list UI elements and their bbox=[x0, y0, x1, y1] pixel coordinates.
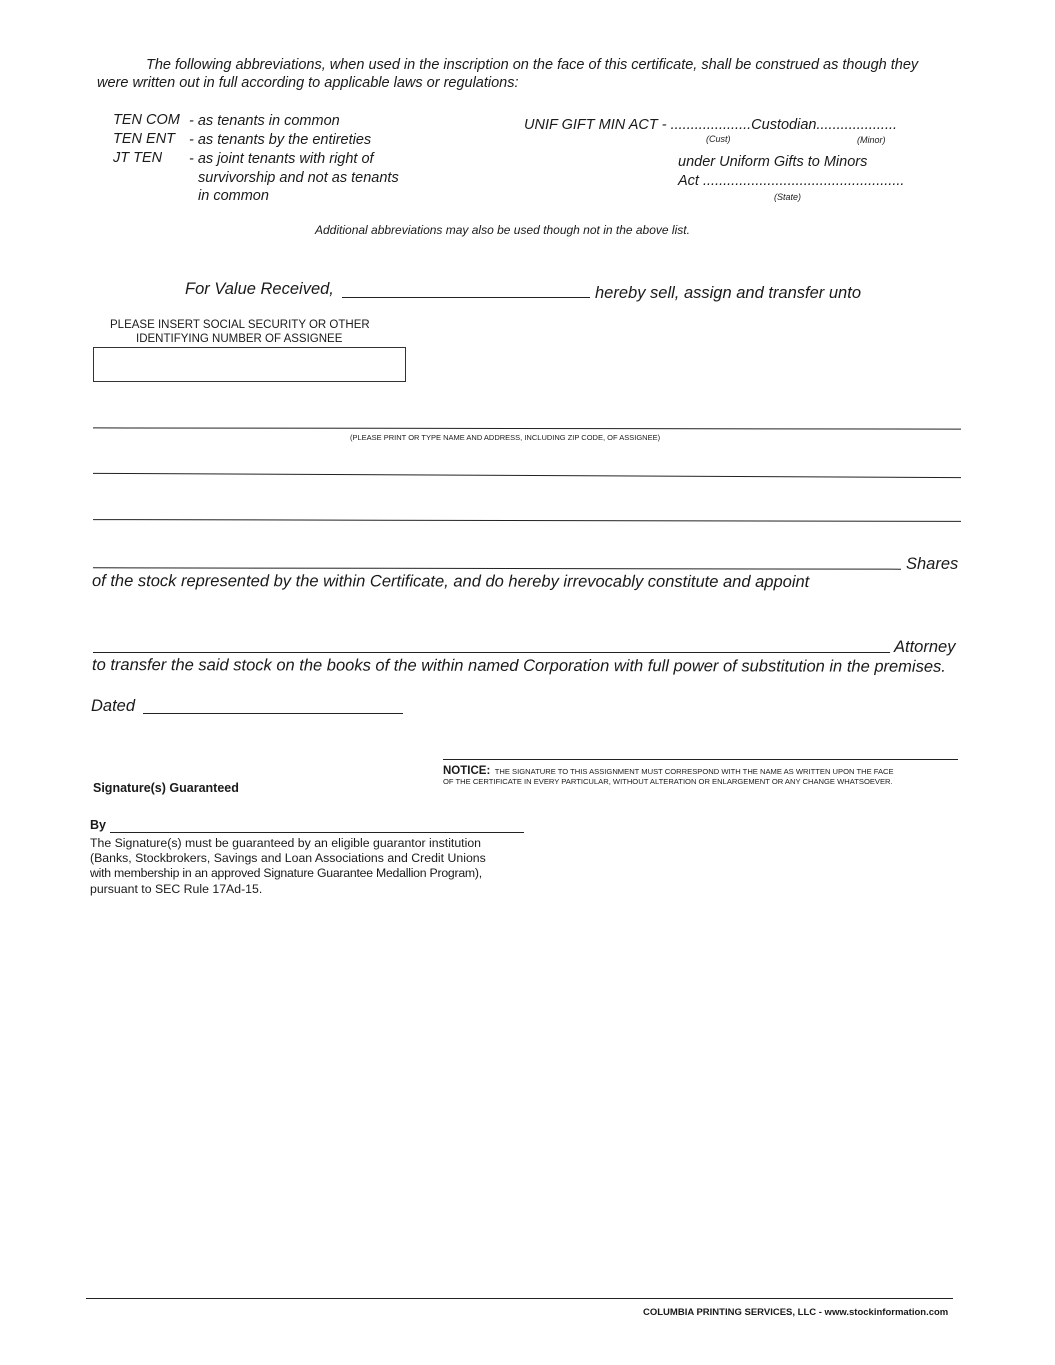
signature-guaranteed-heading: Signature(s) Guaranteed bbox=[93, 781, 239, 795]
footer-rule bbox=[86, 1298, 953, 1299]
guarantor-signature-line[interactable] bbox=[110, 832, 524, 833]
abbr-code-jt-ten: JT TEN bbox=[113, 150, 163, 166]
attorney-label: Attorney bbox=[894, 638, 956, 656]
abbr-code-ten-ent: TEN ENT bbox=[113, 131, 176, 147]
abbr-desc-jt-ten-3: in common bbox=[198, 188, 269, 204]
unif-line-3: Act .................................................. bbox=[678, 173, 905, 189]
notice-label: NOTICE: bbox=[443, 765, 491, 777]
guarantee-text-line-4: pursuant to SEC Rule 17Ad-15. bbox=[90, 882, 263, 896]
dated-label: Dated bbox=[91, 697, 136, 715]
shares-statement: of the stock represented by the within Certificate, and do hereby irrevocably constitute and appoint bbox=[91, 572, 810, 592]
abbr-desc-ten-com: - as tenants in common bbox=[189, 113, 340, 129]
unif-minor-caption: (Minor) bbox=[857, 135, 886, 145]
for-value-received-label: For Value Received, bbox=[185, 280, 334, 298]
unif-line-1: UNIF GIFT MIN ACT - ....................Custodian.................... bbox=[524, 117, 898, 133]
dated-line[interactable] bbox=[143, 713, 403, 714]
guarantee-text-line-3: with membership in an approved Signature Guarantee Medallion Program), bbox=[90, 866, 482, 880]
attorney-statement: to transfer the said stock on the books of the within named Corporation with full power of substitution in the premises. bbox=[91, 656, 946, 676]
footer-publisher: COLUMBIA PRINTING SERVICES, LLC - www.stockinformation.com bbox=[643, 1307, 949, 1318]
abbr-desc-jt-ten-2: survivorship and not as tenants bbox=[198, 170, 399, 186]
additional-abbreviations-note: Additional abbreviations may also be used though not in the above list. bbox=[315, 223, 690, 237]
intro-line-2: were written out in full according to applicable laws or regulations: bbox=[97, 75, 519, 91]
assignee-line-3[interactable] bbox=[93, 519, 961, 522]
unif-cust-caption: (Cust) bbox=[706, 134, 731, 144]
notice-block bbox=[443, 762, 894, 778]
abbr-desc-jt-ten: - as joint tenants with right of bbox=[189, 151, 374, 167]
shares-label: Shares bbox=[906, 555, 959, 573]
intro-line-1: The following abbreviations, when used in the inscription on the face of this certificate, shall be construed as though they bbox=[146, 57, 919, 73]
notice-line-2: OF THE CERTIFICATE IN EVERY PARTICULAR, WITHOUT ALTERATION OR ENLARGEMENT OR ANY CHANGE WHATSOEVER. bbox=[443, 777, 893, 786]
unif-line-2: under Uniform Gifts to Minors bbox=[678, 154, 868, 170]
abbr-desc-ten-ent: - as tenants by the entireties bbox=[189, 132, 372, 148]
assignee-line-1[interactable] bbox=[93, 427, 961, 429]
notice-line-1: THE SIGNATURE TO THIS ASSIGNMENT MUST CORRESPOND WITH THE NAME AS WRITTEN UPON THE FACE bbox=[494, 767, 894, 776]
by-label: By bbox=[90, 818, 106, 832]
attorney-line[interactable] bbox=[93, 652, 890, 653]
assignee-caption: (PLEASE PRINT OR TYPE NAME AND ADDRESS, INCLUDING ZIP CODE, OF ASSIGNEE) bbox=[350, 433, 661, 442]
assignor-name-line[interactable] bbox=[342, 297, 590, 298]
assignee-line-2[interactable] bbox=[93, 473, 961, 478]
guarantee-text-line-2: (Banks, Stockbrokers, Savings and Loan Associations and Credit Unions bbox=[90, 851, 486, 865]
unif-state-caption: (State) bbox=[774, 192, 802, 202]
guarantee-text-line-1: The Signature(s) must be guaranteed by an eligible guarantor institution bbox=[90, 836, 482, 850]
ssn-input-box[interactable] bbox=[93, 347, 406, 382]
shares-line[interactable] bbox=[93, 567, 901, 569]
ssn-label-line-2: IDENTIFYING NUMBER OF ASSIGNEE bbox=[136, 333, 343, 345]
abbr-code-ten-com: TEN COM bbox=[113, 112, 180, 128]
signature-line[interactable] bbox=[443, 759, 958, 760]
sell-assign-transfer-text: hereby sell, assign and transfer unto bbox=[595, 284, 861, 302]
ssn-label-line-1: PLEASE INSERT SOCIAL SECURITY OR OTHER bbox=[110, 319, 370, 331]
